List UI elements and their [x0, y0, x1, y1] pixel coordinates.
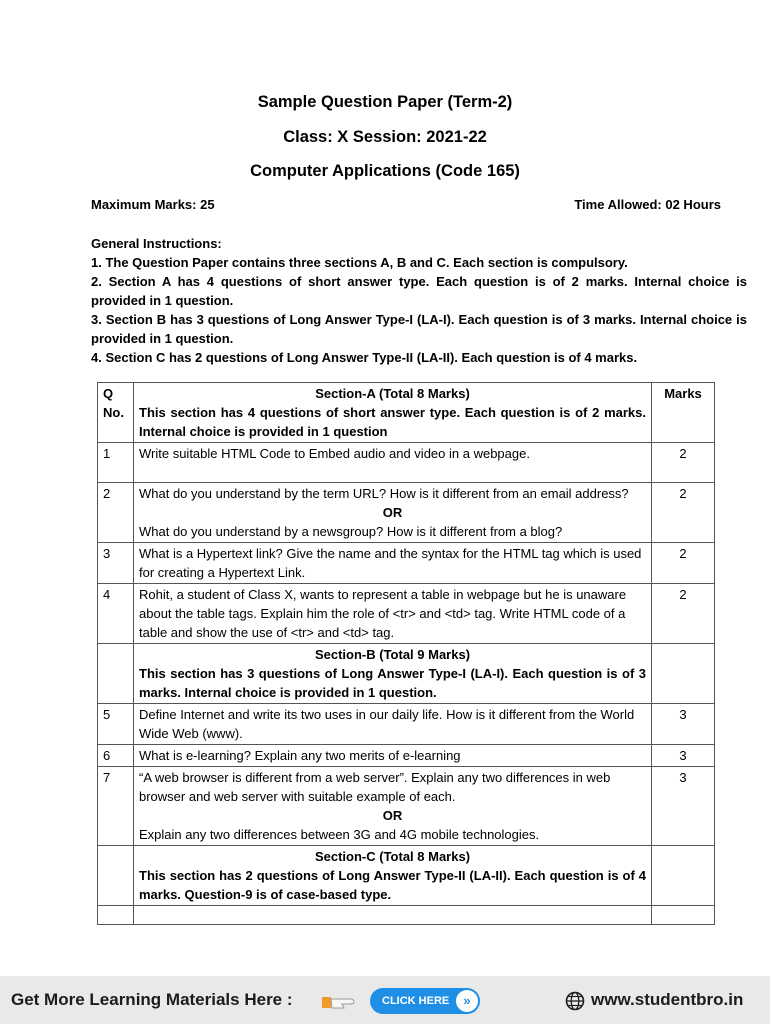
section-c-header [134, 846, 652, 906]
section-a-header [134, 383, 652, 443]
table-row [98, 483, 715, 543]
q-text: What is a Hypertext link? Give the name and the syntax for the HTML tag which is used for creating a Hypertext Link. [134, 543, 652, 584]
max-marks: Maximum Marks: 25 [91, 197, 215, 212]
instruction-item: 2. Section A has 4 questions of short answer type. Each question is of 2 marks. Internal choice is provided in 1 question. [91, 274, 747, 308]
empty-cell [98, 846, 134, 906]
section-a-title: Section-A (Total 8 Marks) [315, 386, 470, 401]
table-row [98, 543, 715, 584]
q-text: Write suitable HTML Code to Embed audio and video in a webpage. [134, 443, 652, 483]
q-cell [134, 767, 652, 846]
empty-cell [652, 906, 715, 925]
instruction-item: 4. Section C has 2 questions of Long Answer Type-II (LA-II). Each question is of 4 marks. [91, 350, 638, 365]
q-number: 2 [98, 483, 134, 543]
instructions-heading: General Instructions: [91, 236, 222, 251]
section-b-header-row [98, 644, 715, 704]
or-separator: OR [382, 808, 403, 823]
q-marks: 3 [652, 745, 715, 767]
q-marks: 3 [652, 767, 715, 846]
instruction-item: 1. The Question Paper contains three sections A, B and C. Each section is compulsory. [91, 255, 628, 270]
subject-title: Computer Applications (Code 165) [250, 162, 520, 180]
click-here-label: CLICK HERE [382, 995, 450, 1007]
q-marks: 3 [652, 704, 715, 745]
question-table [97, 382, 715, 925]
q-number: 6 [98, 745, 134, 767]
col-q-label: Q [103, 386, 114, 401]
q-text: Rohit, a student of Class X, wants to represent a table in webpage but he is unaware about the table tags. Explain him the role of <tr> and <td> tag. Write HTML code of a table and show the use of <tr> and <td> tag. [134, 584, 652, 644]
q-number: 3 [98, 543, 134, 584]
q-number: 1 [98, 443, 134, 483]
table-row [98, 584, 715, 644]
q-number: 7 [98, 767, 134, 846]
time-allowed: Time Allowed: 02 Hours [574, 197, 721, 212]
q-text: Define Internet and write its two uses in our daily life. How is it different from the World Wide Web (www). [134, 704, 652, 745]
q-no-header [98, 383, 134, 443]
table-row [98, 906, 715, 925]
q-marks: 2 [652, 483, 715, 543]
empty-cell [98, 906, 134, 925]
table-row [98, 704, 715, 745]
q-text: “A web browser is different from a web server”. Explain any two differences in web browser and web server with suitable example of each. [139, 770, 611, 804]
empty-cell [652, 644, 715, 704]
table-row [98, 443, 715, 483]
table-row [98, 745, 715, 767]
section-b-header [134, 644, 652, 704]
paper-title: Sample Question Paper (Term-2) [257, 93, 513, 111]
q-number: 4 [98, 584, 134, 644]
double-chevron-right-icon: » [456, 990, 478, 1012]
table-row [98, 767, 715, 846]
marks-time-row [91, 197, 721, 212]
click-here-button[interactable] [370, 988, 480, 1014]
q-alt-text: What do you understand by a newsgroup? How is it different from a blog? [139, 524, 563, 539]
q-marks: 2 [652, 584, 715, 644]
section-a-desc: This section has 4 questions of short answer type. Each question is of 2 marks. Internal choice is provided in 1 question [139, 405, 646, 439]
or-separator: OR [382, 505, 403, 520]
section-c-desc: This section has 2 questions of Long Answer Type-II (LA-II). Each question is of 4 marks. Question-9 is of case-based type. [139, 868, 646, 902]
section-c-title: Section-C (Total 8 Marks) [314, 849, 471, 864]
site-url-link[interactable]: www.studentbro.in [591, 990, 744, 1009]
section-c-header-row [98, 846, 715, 906]
empty-cell [652, 846, 715, 906]
col-no-label: No. [103, 405, 124, 420]
section-b-desc: This section has 3 questions of Long Answer Type-I (LA-I). Each question is of 3 marks. Internal choice is provided in 1 question. [139, 666, 646, 700]
globe-icon [565, 991, 585, 1011]
q-marks: 2 [652, 543, 715, 584]
marks-header: Marks [652, 383, 715, 443]
general-instructions [91, 234, 747, 367]
section-a-header-row [98, 383, 715, 443]
pointing-hand-icon [322, 994, 358, 1010]
q-number: 5 [98, 704, 134, 745]
q-cell [134, 483, 652, 543]
empty-cell [98, 644, 134, 704]
promo-footer [0, 976, 770, 1024]
q-alt-text: Explain any two differences between 3G and 4G mobile technologies. [139, 827, 540, 842]
q-text: What is e-learning? Explain any two merits of e-learning [134, 745, 652, 767]
section-b-title: Section-B (Total 9 Marks) [314, 647, 471, 662]
q-text: What do you understand by the term URL? How is it different from an email address? [139, 486, 629, 501]
class-session: Class: X Session: 2021-22 [283, 128, 487, 146]
footer-lead-text: Get More Learning Materials Here : [11, 990, 293, 1009]
instruction-item: 3. Section B has 3 questions of Long Answer Type-I (LA-I). Each question is of 3 marks. Internal choice is provided in 1 question. [91, 312, 747, 346]
empty-cell [134, 906, 652, 925]
q-marks: 2 [652, 443, 715, 483]
